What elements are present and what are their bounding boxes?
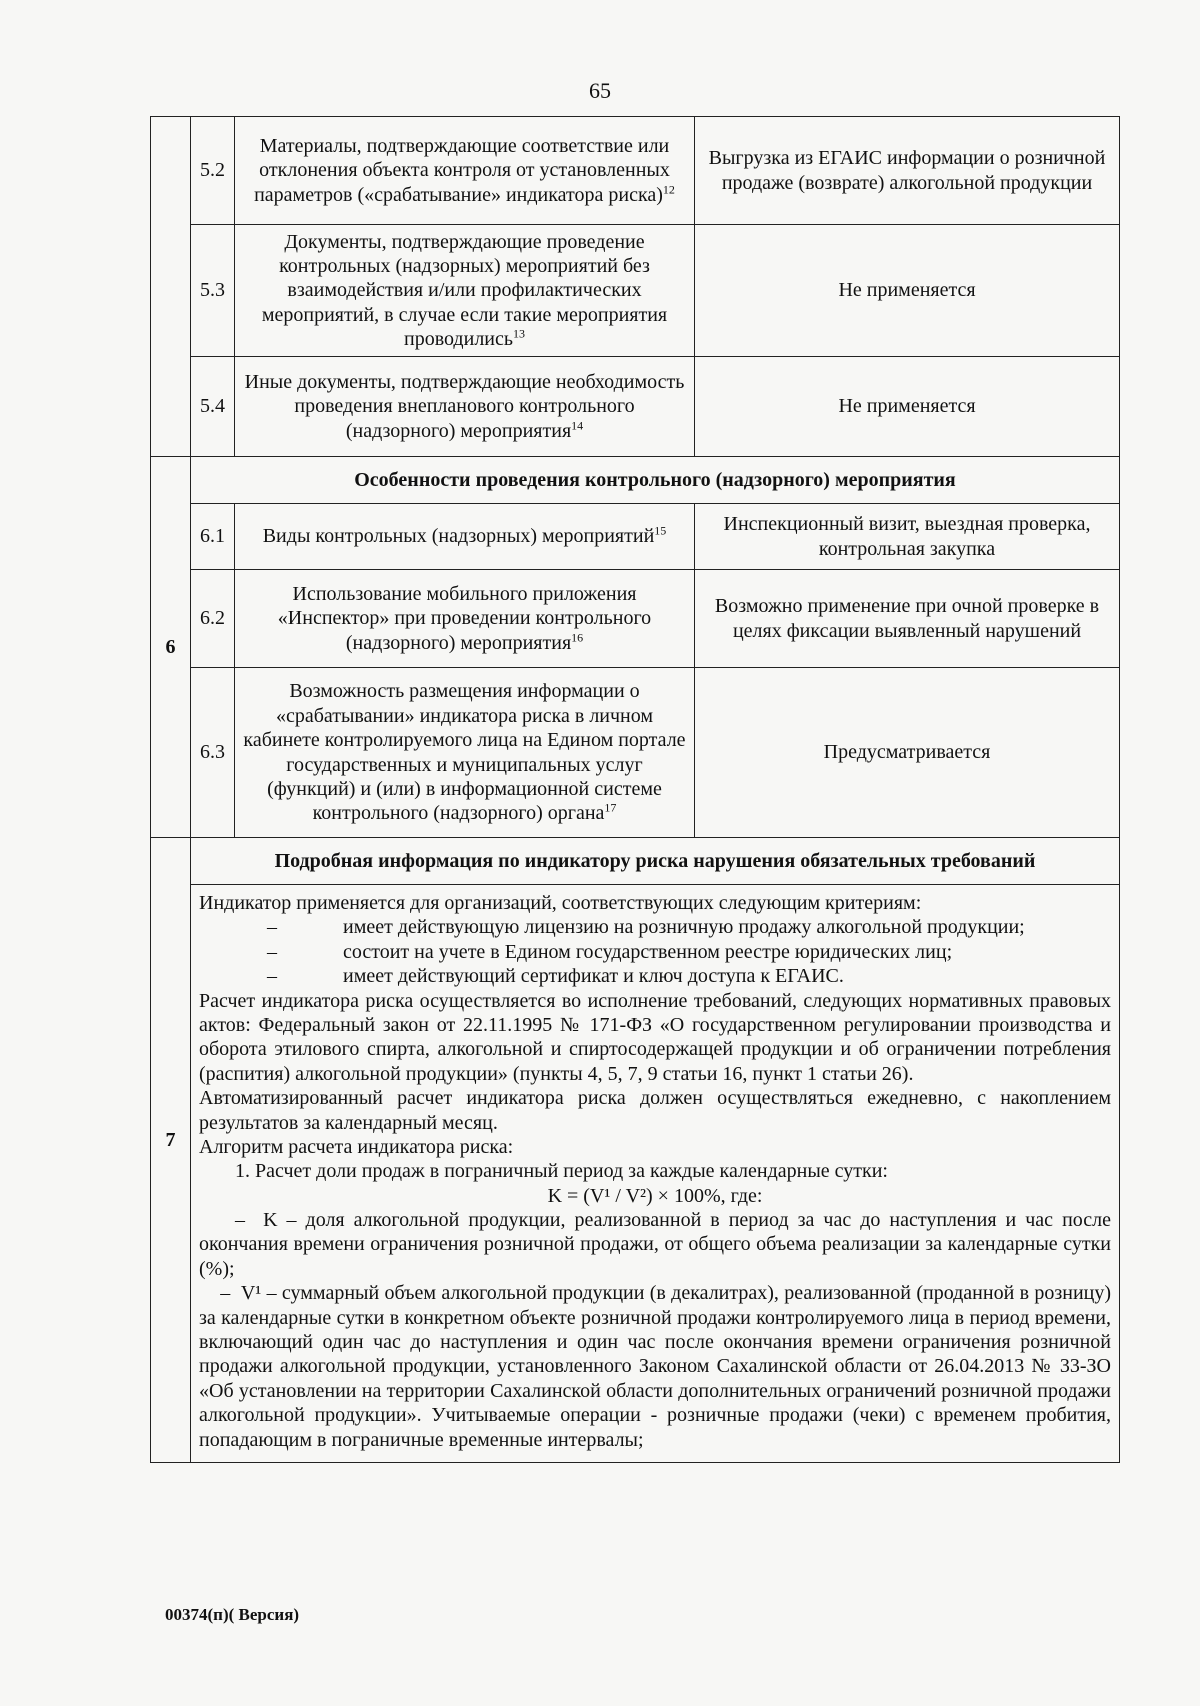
table-row-5-2: [151, 117, 1120, 225]
row-name: Возможность размещения информации о «срабатывании» индикатора риска в личном кабинете контролируемого лица на Едином портале государственных и муниципальных услуг (функций) и (или) в информационной системе контрольного (надзорного) органа$^{17}$: [235, 668, 695, 838]
section-title: Подробная информация по индикатору риска нарушения обязательных требований: [191, 838, 1120, 885]
table-row-6-1: [151, 504, 1120, 570]
section-7-body-row: [151, 885, 1120, 1463]
page-number: 65: [589, 78, 611, 103]
section-5-cell: [151, 117, 191, 457]
row-number: 5.2: [191, 117, 235, 225]
table-row-5-4: [151, 357, 1120, 457]
section-7-number-cell: [151, 838, 191, 1463]
formula: K = (V¹ / V²) × 100%, где:: [547, 1184, 763, 1207]
criteria-item: – имеет действующую лицензию на розничную продажу алкогольной продукции;: [267, 916, 1025, 939]
row-value: Не применяется: [695, 357, 1120, 457]
criteria-intro: Индикатор применяется для организаций, соответствующих следующим критериям:: [199, 892, 922, 914]
row-name: Документы, подтверждающие проведение контрольных (надзорных) мероприятий без взаимодействия и/или профилактических мероприятий, в случае если такие мероприятия проводились$^{13}$: [235, 225, 695, 357]
section-number: 7: [165, 1129, 176, 1151]
automation-note: Автоматизированный расчет индикатора риска должен осуществляться ежедневно, с накоплением результатов за календарный месяц.: [199, 1087, 1111, 1134]
row-number: 5.3: [191, 225, 235, 357]
row-number: 6.1: [191, 504, 235, 570]
row-value: Предусматривается: [695, 668, 1120, 838]
section-6-header-row: [151, 457, 1120, 504]
row-number: 5.4: [191, 357, 235, 457]
row-name: Иные документы, подтверждающие необходимость проведения внепланового контрольного (надзорного) мероприятия$^{14}$: [235, 357, 695, 457]
row-number: 6.3: [191, 668, 235, 838]
row-number: 6.2: [191, 570, 235, 668]
table-row-5-3: [151, 225, 1120, 357]
table-row-6-3: [151, 668, 1120, 838]
table-row-6-2: [151, 570, 1120, 668]
document-footer-code: 00374(п)( Версия): [165, 1605, 300, 1624]
legal-basis: Расчет индикатора риска осуществляется во исполнение требований, следующих нормативных правовых актов: Федеральный закон от 22.11.1995 № 171-ФЗ «О государственном регулировании производства и оборота этилового спирта, алкогольной и спиртосодержащей продукции и об ограничении потребления (распития) алкогольной продукции» (пункты 4, 5, 7, 9 статьи 16, пункт 1 статьи 26).: [199, 989, 1111, 1085]
row-value: Выгрузка из ЕГАИС информации о розничной продаже (возврате) алкогольной продукции: [695, 117, 1120, 225]
definition-v1: – V¹ – суммарный объем алкогольной продукции (в декалитрах), реализованной (проданной в розницу) за календарные сутки в конкретном объекте розничной продажи контролируемого лица в период времени, включающий один час до наступления и один час после окончания времени ограничения розничной продажи алкогольной продукции, установленного Законом Сахалинской области от 26.04.2013 № 33-ЗО «Об установлении на территории Сахалинской области дополнительных ограничений розничной продажи алкогольной продукции». Учитываемые операции - розничные продажи (чеки) с временем пробития, попадающим в пограничные временные интервалы;: [199, 1282, 1112, 1451]
row-name: Виды контрольных (надзорных) мероприятий$^{15}$: [235, 504, 695, 570]
row-value: Не применяется: [695, 225, 1120, 357]
section-7-header-row: [151, 838, 1120, 885]
row-value: Инспекционный визит, выездная проверка, контрольная закупка: [695, 504, 1120, 570]
algorithm-step: 1. Расчет доли продаж в пограничный период за каждые календарные сутки:: [235, 1160, 888, 1183]
section-7-body: [191, 885, 1120, 1463]
row-name: Материалы, подтверждающие соответствие или отклонения объекта контроля от установленных параметров («срабатывание» индикатора риска)$^{12}$: [235, 117, 695, 225]
criteria-item: – имеет действующий сертификат и ключ доступа к ЕГАИС.: [267, 965, 844, 988]
indicator-table: [150, 116, 1120, 1463]
row-name: Использование мобильного приложения «Инспектор» при проведении контрольного (надзорного) мероприятия$^{16}$: [235, 570, 695, 668]
definition-k: – K – доля алкогольной продукции, реализованной в период за час до наступления и час после окончания времени ограничения розничной продажи, от общего объема реализации за календарные сутки (%);: [199, 1209, 1112, 1280]
algorithm-title: Алгоритм расчета индикатора риска:: [199, 1135, 514, 1158]
criteria-item: – состоит на учете в Едином государственном реестре юридических лиц;: [267, 940, 953, 963]
row-value: Возможно применение при очной проверке в целях фиксации выявленный нарушений: [695, 570, 1120, 668]
section-title: Особенности проведения контрольного (надзорного) мероприятия: [191, 457, 1120, 504]
section-number: 6: [151, 457, 191, 838]
